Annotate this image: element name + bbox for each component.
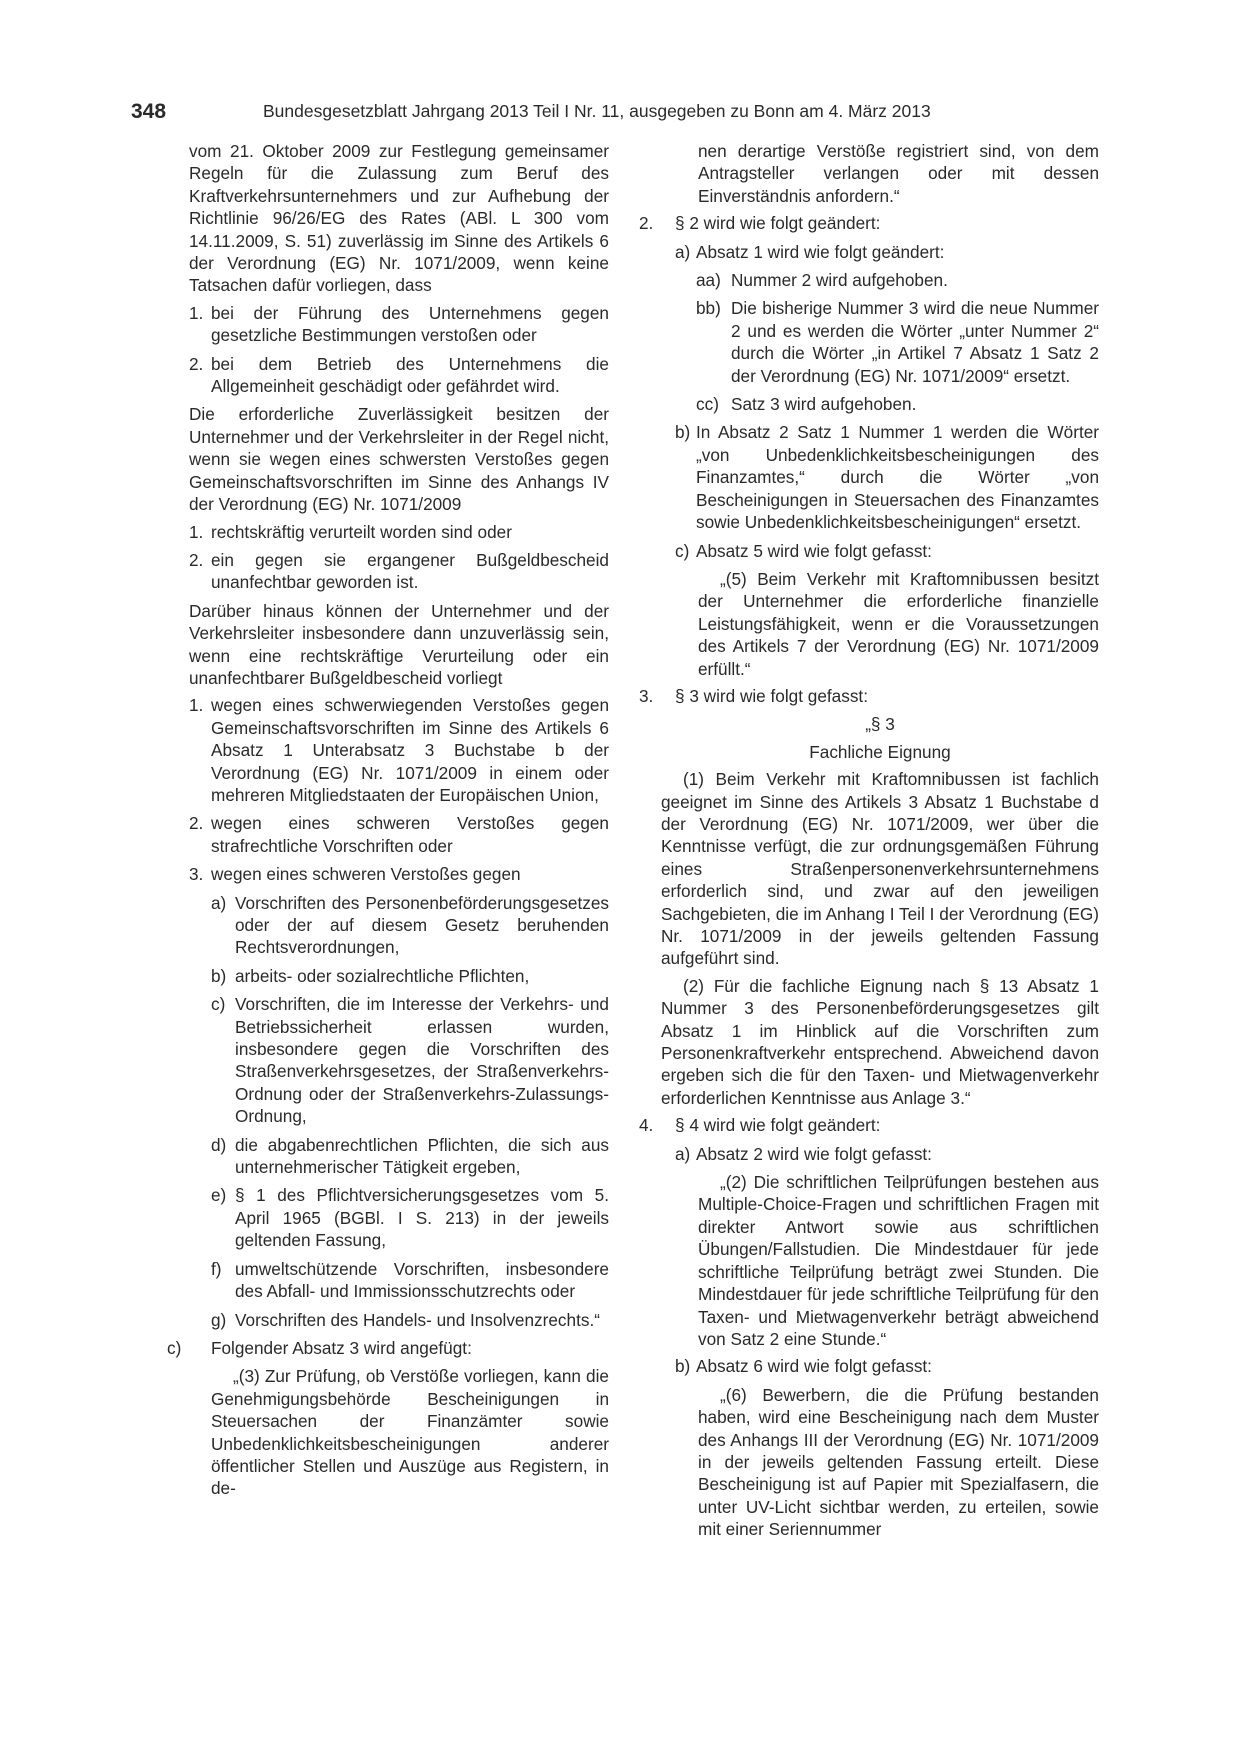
list-label: a) — [211, 892, 227, 913]
list-text: wegen eines schweren Verstoßes gegen strafrechtliche Vorschriften oder — [211, 813, 609, 856]
list-text: ein gegen sie ergangener Bußgeldbescheid unanfechtbar geworden ist. — [211, 549, 609, 593]
amendment-sub-item — [661, 421, 1099, 533]
list-text: § 1 des Pflichtversicherungsgesetzes vom 5. April 1965 (BGBl. I S. 213) in der jeweils geltenden Fassung, — [235, 1185, 609, 1251]
list-text: Die bisherige Nummer 3 wird die neue Nummer 2 und es werden die Wörter „unter Nummer 2“ durch die Wörter „in Artikel 7 Absatz 1 Satz 2 der Verordnung (EG) Nr. 1071/2009“ ersetzt. — [731, 298, 1099, 386]
sub-list-item — [189, 892, 609, 959]
list-label: f) — [211, 1258, 222, 1279]
list-item — [189, 353, 609, 398]
list-label: cc) — [696, 394, 719, 415]
amendment-sub-item — [661, 241, 1099, 263]
quoted-paragraph: „(5) Beim Verkehr mit Kraftomnibussen besitzt der Unternehmer die erforderliche finanzielle Leistungsfähigkeit, wenn er die Voraussetzungen des Artikels 7 der Verordnung (EG) Nr. 1071/2009 erfüllt.“ — [698, 568, 1099, 679]
amendment-sub-sub-item — [661, 393, 1099, 415]
sub-list-item — [189, 993, 609, 1127]
list-item — [189, 694, 609, 806]
page-number: 348 — [131, 100, 167, 123]
intro-paragraph: vom 21. Oktober 2009 zur Festlegung gemeinsamer Regeln für die Zulassung zum Beruf des Kraftverkehrsunternehmers und zur Aufhebung der Richtlinie 96/26/EG des Rates (ABl. L 300 vom 14.11.2009, S. 51) zuverlässig im Sinne des Artikels 6 der Verordnung (EG) Nr. 1071/2009, wenn keine Tatsachen dafür vorliegen, dass — [189, 141, 609, 296]
list-label: c) — [211, 994, 226, 1015]
list-text: Vorschriften, die im Interesse der Verkehrs- und Betriebssicherheit erlassen wurden, insbesondere gegen die Vorschriften des Straßenverkehrsgesetzes, der Straßenverkehrs-Ordnung oder der Straßenverkehrs-Zulassungs-Ordnung, — [235, 994, 609, 1127]
list-label: 3. — [639, 685, 654, 706]
amendment-sub-item — [661, 1143, 1099, 1165]
list-text: Absatz 2 wird wie folgt gefasst: — [696, 1143, 932, 1164]
list-item — [189, 549, 609, 594]
list-label: 2. — [189, 549, 204, 570]
list-label: c) — [167, 1337, 182, 1358]
section-heading: „§ 3 — [865, 714, 895, 735]
list-text: wegen eines schweren Verstoßes gegen — [211, 864, 521, 885]
amendment-sub-sub-item — [661, 269, 1099, 291]
quoted-paragraph: „(2) Die schriftlichen Teilprüfungen bestehen aus Multiple-Choice-Fragen und schriftlichen Fragen mit direkter Antwort sowie aus schriftlichen Übungen/Fallstudien. Die Mindestdauer für jede schriftliche Teilprüfung beträgt zwei Stunden. Die Mindestdauer für jede schriftliche Teilprüfung für den Taxen- und Mietwagenverkehr beträgt abweichend von Satz 2 eine Stunde.“ — [698, 1172, 1099, 1349]
list-label: 1. — [189, 695, 204, 716]
list-text: Nummer 2 wird aufgehoben. — [731, 270, 948, 291]
list-text: Absatz 1 wird wie folgt geändert: — [696, 241, 945, 262]
list-label: c) — [675, 540, 690, 561]
list-text: bei der Führung des Unternehmens gegen gesetzliche Bestimmungen verstoßen oder — [211, 302, 609, 346]
list-item — [189, 302, 609, 347]
right-column — [639, 140, 1099, 1546]
list-label: b) — [211, 965, 227, 986]
list-label: a) — [675, 241, 691, 262]
sub-list-item — [189, 965, 609, 987]
section-title: Fachliche Eignung — [809, 741, 951, 762]
list-text: Satz 3 wird aufgehoben. — [731, 394, 917, 415]
page-header — [0, 100, 1241, 128]
list-label: 4. — [639, 1115, 654, 1136]
sub-list-item — [189, 1184, 609, 1251]
sub-list-item — [189, 1134, 609, 1179]
list-label: aa) — [696, 270, 721, 291]
list-text: § 4 wird wie folgt geändert: — [675, 1115, 881, 1136]
list-text: § 3 wird wie folgt gefasst: — [675, 685, 868, 706]
list-label: g) — [211, 1309, 227, 1330]
list-label: 2. — [639, 213, 654, 234]
amendment-sub-item — [661, 540, 1099, 562]
quoted-paragraph: „(6) Bewerbern, die die Prüfung bestanden haben, wird eine Bescheinigung nach dem Muster des Anhangs III der Verordnung (EG) Nr. 1071/2009 in der jeweils geltenden Fassung erteilt. Diese Bescheinigung ist auf Papier mit Spezialfasern, die unter UV-Licht sichtbar werden, zu erteilen, sowie mit einer Seriennummer — [698, 1384, 1099, 1540]
list-label: b) — [675, 1356, 691, 1377]
list-label: d) — [211, 1134, 227, 1155]
amendment-item — [639, 1114, 1099, 1136]
list-text: Folgender Absatz 3 wird angefügt: — [211, 1337, 472, 1358]
list-text: wegen eines schwerwiegenden Verstoßes gegen Gemeinschaftsvorschriften im Sinne des Artikels 6 Absatz 1 Unterabsatz 3 Buchstabe b der Verordnung (EG) Nr. 1071/2009 in einem oder mehreren Mitgliedstaaten der Europäischen Union, — [211, 695, 609, 805]
list-text: bei dem Betrieb des Unternehmens die Allgemeinheit geschädigt oder gefährdet wird. — [211, 353, 609, 397]
list-text: § 2 wird wie folgt geändert: — [675, 213, 881, 234]
left-column — [167, 140, 609, 1505]
list-label: e) — [211, 1185, 227, 1206]
running-title: Bundesgesetzblatt Jahrgang 2013 Teil I Nr. 11, ausgegeben zu Bonn am 4. März 2013 — [263, 101, 931, 121]
list-label: b) — [675, 422, 691, 443]
amendment-sub-sub-item — [661, 297, 1099, 387]
list-label: a) — [675, 1143, 691, 1164]
list-label: 1. — [189, 302, 204, 323]
amendment-item — [639, 212, 1099, 234]
amendment-sub-item — [661, 1355, 1099, 1377]
quoted-paragraph: „(3) Zur Prüfung, ob Verstöße vorliegen, kann die Genehmigungsbehörde Bescheinigungen in Steuersachen der Finanzämter sowie Unbedenklichkeitsbescheinigungen anderer öffentlicher Stellen und Auszüge aus Registern, in de- — [211, 1366, 609, 1499]
list-text: rechtskräftig verurteilt worden sind oder — [211, 521, 512, 542]
list-text: Vorschriften des Personenbeförderungsgesetzes oder der auf diesem Gesetz beruhenden Rechtsverordnungen, — [235, 892, 609, 958]
section-paragraph: (1) Beim Verkehr mit Kraftomnibussen ist fachlich geeignet im Sinne des Artikels 3 Absatz 1 Buchstabe d der Verordnung (EG) Nr. 1071/2009, wer über die Kenntnisse verfügt, die zur ordnungsgemäßen Führung eines Straßenpersonenverkehrsunternehmens erforderlich sind, und zwar auf den jeweiligen Sachgebieten, die im Anhang I Teil I der Verordnung (EG) Nr. 1071/2009 in der jeweils geltenden Fassung aufgeführt sind. — [661, 769, 1099, 969]
list-text: In Absatz 2 Satz 1 Nummer 1 werden die Wörter „von Unbedenklichkeitsbescheinigungen des Finanzamtes,“ durch die Wörter „von Bescheinigungen in Steuersachen des Finanzamtes sowie Unbedenklichkeitsbescheinigungen“ ersetzt. — [696, 422, 1099, 533]
list-text: arbeits- oder sozialrechtliche Pflichten, — [235, 965, 530, 986]
list-label: 2. — [189, 813, 204, 834]
list-label: bb) — [696, 298, 721, 319]
list-label: 3. — [189, 864, 204, 885]
paragraph: Die erforderliche Zuverlässigkeit besitzen der Unternehmer und der Verkehrsleiter in der Regel nicht, wenn sie wegen eines schwersten Verstoßes gegen Gemeinschaftsvorschriften im Sinne des Anhangs IV der Verordnung (EG) Nr. 1071/2009 — [189, 404, 609, 515]
list-label: 2. — [189, 353, 204, 374]
amendment-item — [639, 685, 1099, 707]
list-item — [189, 521, 609, 543]
amendment-item — [167, 1337, 609, 1359]
section-paragraph: (2) Für die fachliche Eignung nach § 13 Absatz 1 Nummer 3 des Personenbeförderungsgesetzes gilt Absatz 1 im Hinblick auf die Vorschriften zum Personenkraftverkehr entsprechend. Abweichend davon ergeben sich die für den Taxen- und Mietwagenverkehr erforderlichen Kenntnisse aus Anlage 3.“ — [661, 975, 1099, 1108]
list-item — [189, 863, 609, 885]
list-text: Absatz 5 wird wie folgt gefasst: — [696, 540, 932, 561]
list-text: die abgabenrechtlichen Pflichten, die sich aus unternehmerischer Tätigkeit ergeben, — [235, 1134, 609, 1178]
list-text: Absatz 6 wird wie folgt gefasst: — [696, 1356, 932, 1377]
paragraph: Darüber hinaus können der Unternehmer und der Verkehrsleiter insbesondere dann unzuverlässig sein, wenn eine rechtskräftige Verurteilung oder ein unanfechtbarer Bußgeldbescheid vorliegt — [189, 600, 609, 688]
list-text: umweltschützende Vorschriften, insbesondere des Abfall- und Immissionsschutzrechts oder — [235, 1258, 609, 1302]
list-item — [189, 812, 609, 857]
continued-paragraph: nen derartige Verstöße registriert sind, von dem Antragsteller verlangen oder mit dessen Einverständnis anfordern.“ — [698, 141, 1099, 206]
list-label: 1. — [189, 521, 204, 542]
sub-list-item — [189, 1309, 609, 1331]
sub-list-item — [189, 1258, 609, 1303]
list-text: Vorschriften des Handels- und Insolvenzrechts.“ — [235, 1309, 600, 1330]
